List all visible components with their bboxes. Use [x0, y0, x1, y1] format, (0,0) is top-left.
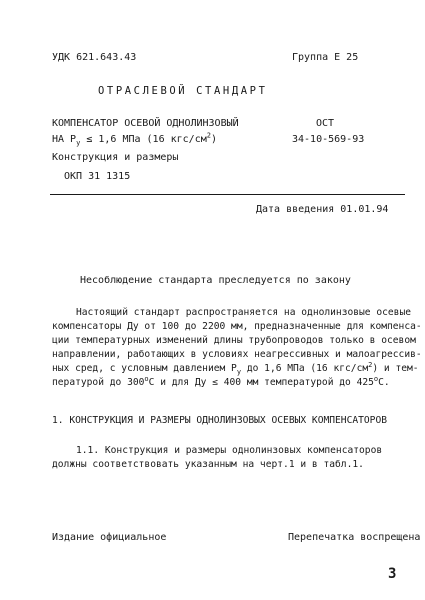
intro-paragraph: Настоящий стандарт распространяется на однолинзовые осевые компенсаторы Ду от 100 до 2200 мм, предназначенные для компенса- ции температурных изменений длины трубопроводов только в осевом направлении, работающих в условиях неагрессивных и малоагрессив- ных сред, с условным давлением $Р_у$ до 1,6 МПа (16 кгс/$см^2$) и тем- пературой до $300^оС$ и для Ду ≤ 400 мм температурой до $425^оС$. — [52, 307, 422, 388]
header-divider — [50, 194, 405, 195]
footer-official-edition: Издание официальное — [52, 532, 167, 543]
okp-code: ОКП 31 1315 — [64, 171, 131, 182]
group-code: Группа Е 25 — [292, 52, 359, 63]
standard-title-line2: НА $Р_у \le 1,6$ МПа (16 кгс/$см^2$) — [52, 131, 217, 147]
standard-title-line1: КОМПЕНСАТОР ОСЕВОЙ ОДНОЛИНЗОВЫЙ — [52, 118, 239, 129]
standard-label: ОСТ — [316, 118, 335, 129]
standard-subtitle: Конструкция и размеры — [52, 152, 179, 163]
standard-number: 34-10-569-93 — [292, 134, 365, 145]
page-number: 3 — [388, 566, 397, 582]
introduction-date: Дата введения 01.01.94 — [256, 204, 389, 215]
footer-reprint-prohibited: Перепечатка воспрещена — [288, 532, 421, 543]
section-heading: 1. КОНСТРУКЦИЯ И РАЗМЕРЫ ОДНОЛИНЗОВЫХ ОСЕВЫХ КОМПЕНСАТОРОВ — [52, 415, 388, 426]
legal-notice: Несоблюдение стандарта преследуется по закону — [80, 275, 351, 286]
udk-code: УДК 621.643.43 — [52, 52, 137, 63]
document-type-title: ОТРАСЛЕВОЙ СТАНДАРТ — [98, 85, 268, 97]
section-paragraph: 1.1. Конструкция и размеры однолинзовых компенсаторов должны соответствовать указанным на черт.1 и в табл.1. — [52, 445, 383, 470]
